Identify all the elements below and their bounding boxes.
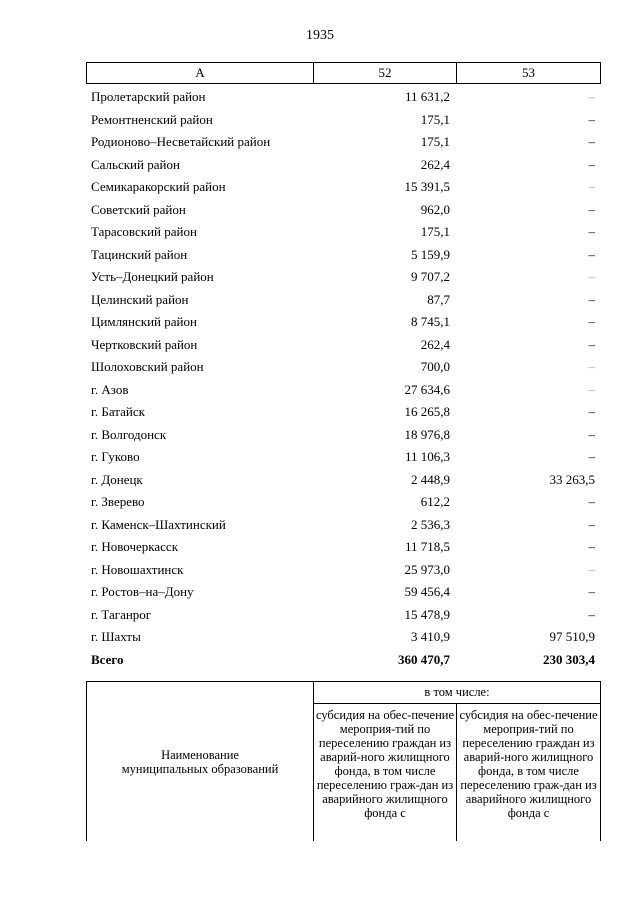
value-col-52: 3 410,9	[411, 629, 450, 645]
value-col-53: –	[588, 111, 595, 127]
value-col-53: –	[588, 561, 595, 577]
value-col-52: 87,7	[427, 291, 450, 307]
value-col-52: 262,4	[420, 336, 450, 352]
value-col-52: 175,1	[420, 134, 450, 150]
table-row	[86, 581, 601, 604]
value-col-52: 262,4	[420, 156, 450, 172]
value-col-53: –	[588, 606, 595, 622]
municipality-name: Семикаракорский район	[91, 179, 226, 195]
value-col-52: 2 536,3	[411, 516, 450, 532]
municipality-name: г. Таганрог	[91, 606, 152, 622]
total-row	[86, 649, 601, 672]
municipality-name: Усть–Донецкий район	[91, 269, 214, 285]
value-col-52: 15 478,9	[404, 606, 450, 622]
total-label: Всего	[91, 651, 124, 667]
municipality-name: г. Зверево	[91, 494, 145, 510]
table-row	[86, 356, 601, 379]
value-col-52: 18 976,8	[404, 426, 450, 442]
value-col-52: 16 265,8	[404, 404, 450, 420]
table-row	[86, 334, 601, 357]
header-col-53: 53	[522, 65, 535, 80]
municipality-name: г. Гуково	[91, 449, 140, 465]
value-col-52: 2 448,9	[411, 471, 450, 487]
table-row	[86, 311, 601, 334]
table-row	[86, 559, 601, 582]
table-row	[86, 266, 601, 289]
table-row	[86, 379, 601, 402]
table-row	[86, 221, 601, 244]
table-row	[86, 289, 601, 312]
value-col-52: 25 973,0	[404, 561, 450, 577]
table-row	[86, 514, 601, 537]
table-row	[86, 536, 601, 559]
value-col-52: 11 631,2	[404, 89, 450, 105]
value-col-53: –	[588, 516, 595, 532]
municipality-name: Сальский район	[91, 156, 180, 172]
municipality-name: г. Донецк	[91, 471, 143, 487]
value-col-53: –	[588, 291, 595, 307]
table-row	[86, 604, 601, 627]
municipality-name: г. Батайск	[91, 404, 145, 420]
municipality-name: Родионово–Несветайский район	[91, 134, 271, 150]
municipality-name-header	[87, 682, 314, 841]
value-col-53: –	[588, 584, 595, 600]
header-col-a: А	[87, 63, 314, 83]
municipality-name: г. Азов	[91, 381, 129, 397]
header-col-52: 52	[314, 63, 457, 83]
value-col-53: –	[588, 246, 595, 262]
table-row	[86, 424, 601, 447]
value-col-53: –	[588, 89, 595, 105]
value-col-53: –	[588, 201, 595, 217]
value-col-53: 33 263,5	[549, 471, 595, 487]
municipality-name: г. Волгодонск	[91, 426, 167, 442]
value-col-53: –	[588, 134, 595, 150]
value-col-53: –	[588, 269, 595, 285]
total-col-52: 360 470,7	[398, 651, 450, 667]
municipality-name: г. Ростов–на–Дону	[91, 584, 194, 600]
table-row	[86, 469, 601, 492]
table-row	[86, 491, 601, 514]
table-header	[86, 62, 601, 84]
value-col-52: 612,2	[420, 494, 450, 510]
value-col-52: 27 634,6	[404, 381, 450, 397]
value-col-53: –	[588, 179, 595, 195]
table-row	[86, 626, 601, 649]
total-col-53: 230 303,4	[543, 651, 595, 667]
municipality-name: г. Новочеркасск	[91, 539, 179, 555]
municipality-name: Целинский район	[91, 291, 189, 307]
table-row	[86, 176, 601, 199]
value-col-53: –	[588, 426, 595, 442]
value-col-53: –	[588, 156, 595, 172]
value-col-53: –	[588, 314, 595, 330]
municipality-name: Советский район	[91, 201, 186, 217]
second-table-header	[86, 681, 601, 841]
value-col-52: 59 456,4	[404, 584, 450, 600]
value-col-53: –	[588, 494, 595, 510]
municipality-name: Чертковский район	[91, 336, 198, 352]
municipality-name: г. Каменск–Шахтинский	[91, 516, 226, 532]
municipality-name: Тарасовский район	[91, 224, 197, 240]
municipality-name: Ремонтненский район	[91, 111, 213, 127]
value-col-53: –	[588, 404, 595, 420]
including-header: в том числе:	[314, 682, 600, 704]
table-row	[86, 244, 601, 267]
table-row	[86, 446, 601, 469]
value-col-52: 962,0	[420, 201, 450, 217]
table-body	[86, 86, 601, 671]
value-col-52: 11 106,3	[404, 449, 450, 465]
value-col-53: –	[588, 539, 595, 555]
value-col-53: –	[588, 449, 595, 465]
value-col-53: –	[588, 224, 595, 240]
table-row	[86, 131, 601, 154]
value-col-52: 8 745,1	[411, 314, 450, 330]
value-col-52: 700,0	[420, 359, 450, 375]
value-col-52: 15 391,5	[404, 179, 450, 195]
value-col-53: –	[588, 359, 595, 375]
value-col-52: 11 718,5	[404, 539, 450, 555]
municipality-name-header-text: Наименование муниципальных образований	[121, 747, 279, 776]
municipality-name: г. Новошахтинск	[91, 561, 184, 577]
municipality-name: г. Шахты	[91, 629, 141, 645]
municipality-name: Цимлянский район	[91, 314, 197, 330]
value-col-53: 97 510,9	[549, 629, 595, 645]
table-row	[86, 199, 601, 222]
value-col-52: 175,1	[420, 111, 450, 127]
table-row	[86, 401, 601, 424]
value-col-52: 175,1	[420, 224, 450, 240]
table-row	[86, 109, 601, 132]
table-row	[86, 154, 601, 177]
municipality-name: Пролетарский район	[91, 89, 206, 105]
municipality-name: Шолоховский район	[91, 359, 204, 375]
municipality-name: Тацинский район	[91, 246, 188, 262]
subsidy-header-2: субсидия на обес-печение мероприя-тий по переселению граждан из аварий-ного жилищного фонда, в том числе переселению граж-дан из аварийного жилищного фонда с	[459, 708, 598, 820]
value-col-53: –	[588, 381, 595, 397]
page-number: 1935	[306, 28, 334, 43]
table-row	[86, 86, 601, 109]
value-col-52: 5 159,9	[411, 246, 450, 262]
value-col-53: –	[588, 336, 595, 352]
value-col-52: 9 707,2	[411, 269, 450, 285]
subsidy-header-1: субсидия на обес-печение мероприя-тий по переселению граждан из аварий-ного жилищного фонда, в том числе переселению граж-дан из аварийного жилищного фонда с	[314, 704, 457, 841]
